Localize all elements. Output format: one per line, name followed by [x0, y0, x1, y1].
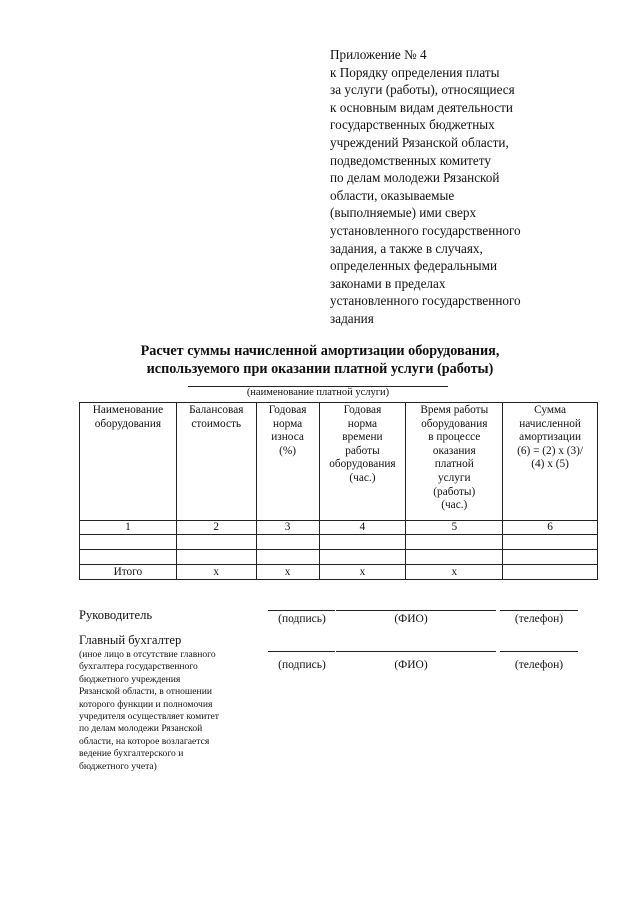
column-number: 4	[319, 521, 406, 535]
head-signature-caption: (подпись)	[278, 613, 326, 625]
empty-row	[80, 535, 598, 550]
appendix-line: подведомственных комитету	[330, 152, 491, 168]
table-cell	[256, 535, 319, 550]
total-row	[80, 565, 598, 580]
document-title	[0, 342, 640, 378]
table-cell	[80, 550, 177, 565]
note-line: Рязанской области, в отношении	[79, 686, 212, 698]
head-name-caption: (ФИО)	[394, 613, 428, 625]
appendix-line: определенных федеральными	[330, 258, 498, 274]
appendix-line: по делам молодежи Рязанской	[330, 170, 500, 186]
table-cell	[256, 550, 319, 565]
note-line: которого функции и полномочия	[79, 698, 213, 710]
note-line: бюджетного учреждения	[79, 673, 181, 685]
table-cell	[503, 550, 598, 565]
note-line: бюджетного учета)	[79, 760, 157, 772]
appendix-line: области, оказываемые	[330, 187, 455, 203]
table-cell	[176, 535, 256, 550]
table-cell	[319, 550, 406, 565]
total-cell: х	[176, 565, 256, 580]
header-annual-work-time: Годовая норма времени работы оборудования (час.)	[319, 403, 406, 521]
title-line-2: используемого при оказании платной услуги (работы)	[146, 361, 494, 377]
note-line: по делам молодежи Рязанской	[79, 723, 203, 735]
total-cell: х	[319, 565, 406, 580]
chief-name-line	[336, 651, 496, 652]
chief-accountant-note	[79, 649, 279, 773]
table-cell	[406, 535, 503, 550]
table-cell	[406, 550, 503, 565]
appendix-line: Приложение № 4	[330, 47, 427, 62]
column-number: 2	[176, 521, 256, 535]
note-line: учредителя осуществляет комитет	[79, 711, 220, 723]
head-phone-line	[500, 610, 578, 611]
column-number: 1	[80, 521, 177, 535]
appendix-line: установленного государственного	[330, 222, 521, 238]
empty-row	[80, 550, 598, 565]
header-annual-wear-rate: Годовая норма износа (%)	[256, 403, 319, 521]
appendix-line: к Порядку определения платы	[330, 64, 500, 80]
total-cell: х	[406, 565, 503, 580]
note-line: ведение бухгалтерского и	[79, 748, 184, 760]
appendix-line: учреждений Рязанской области,	[330, 134, 509, 150]
service-name-caption: (наименование платной услуги)	[246, 387, 390, 398]
column-number-row	[80, 521, 598, 535]
header-depreciation-sum: Сумма начисленной амортизации (6) = (2) x (3)/ (4) x (5)	[503, 403, 598, 521]
note-line: (иное лицо в отсутствие главного	[79, 649, 216, 660]
chief-name-caption: (ФИО)	[394, 659, 428, 671]
appendix-block	[330, 46, 630, 328]
table-cell	[319, 535, 406, 550]
head-name-line	[336, 610, 496, 611]
head-signature-line	[268, 610, 335, 611]
head-label: Руководитель	[79, 608, 153, 622]
total-cell	[503, 565, 598, 580]
total-cell: х	[256, 565, 319, 580]
appendix-line: законами в пределах	[330, 275, 446, 291]
total-label: Итого	[80, 565, 177, 580]
chief-accountant-label: Главный бухгалтер	[79, 633, 182, 647]
chief-phone-caption: (телефон)	[514, 659, 564, 671]
appendix-line: к основным видам деятельности	[330, 99, 513, 115]
table-cell	[80, 535, 177, 550]
chief-phone-line	[500, 651, 578, 652]
appendix-line: установленного государственного	[330, 293, 521, 309]
column-number: 3	[256, 521, 319, 535]
appendix-line: государственных бюджетных	[330, 117, 495, 133]
note-line: бухгалтера государственного	[79, 661, 198, 673]
header-equipment-name: Наименование оборудования	[80, 403, 177, 521]
header-balance-value: Балансовая стоимость	[176, 403, 256, 521]
appendix-line: задания	[330, 310, 374, 326]
header-row	[80, 403, 598, 521]
note-line: области, на которое возлагается	[79, 735, 210, 747]
title-line-1: Расчет суммы начисленной амортизации оборудования,	[140, 343, 500, 359]
head-phone-caption: (телефон)	[514, 613, 564, 625]
depreciation-table	[79, 402, 598, 580]
appendix-line: (выполняемые) ими сверх	[330, 205, 477, 221]
chief-signature-caption: (подпись)	[278, 659, 326, 671]
appendix-line: за услуги (работы), относящиеся	[330, 82, 515, 98]
appendix-line: задания, а также в случаях,	[330, 240, 483, 256]
table-cell	[176, 550, 256, 565]
header-service-work-time: Время работы оборудования в процессе оказания платной услуги (работы) (час.)	[406, 403, 503, 521]
table-cell	[503, 535, 598, 550]
column-number: 6	[503, 521, 598, 535]
column-number: 5	[406, 521, 503, 535]
